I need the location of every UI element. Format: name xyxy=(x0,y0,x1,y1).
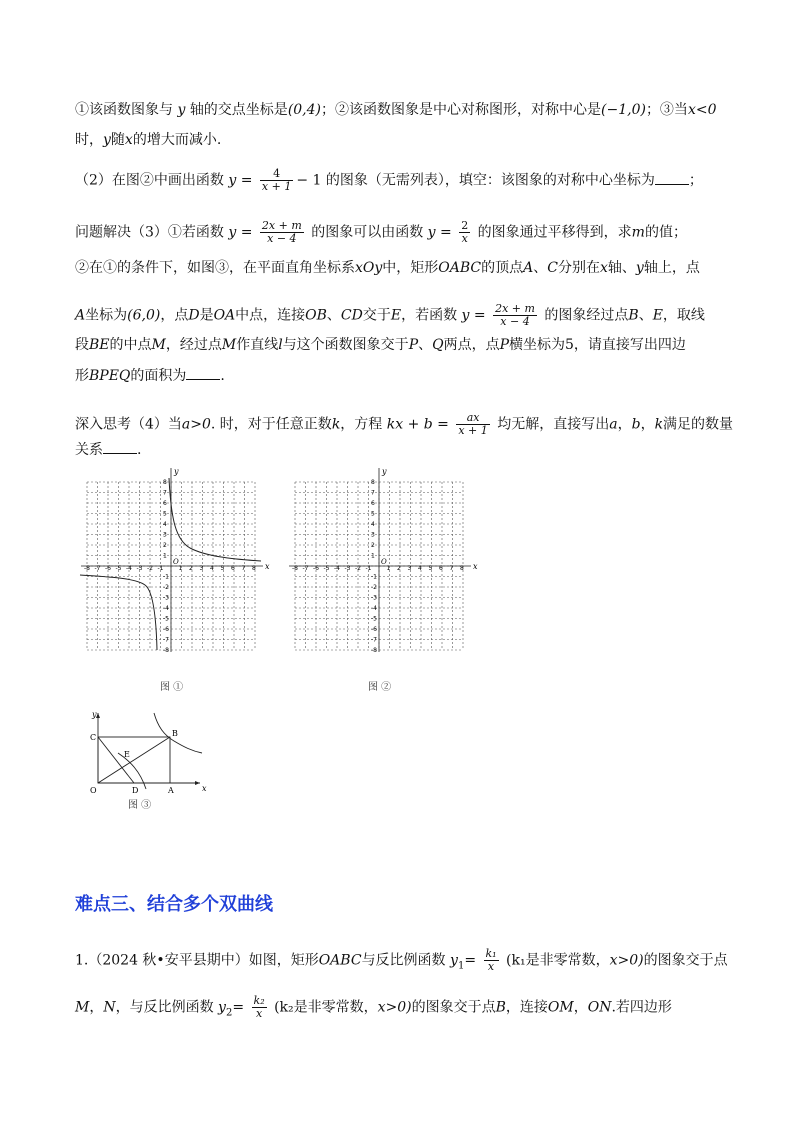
x-tick-label: -6 xyxy=(313,565,319,572)
fraction-k1: $\frac{\text{k₁}}{x}$ xyxy=(485,947,497,973)
fraction-q5: $\frac{2x + m}{x - 4}$ xyxy=(495,302,535,328)
answer-blank-q4 xyxy=(103,441,137,454)
x-tick-label: -4 xyxy=(334,565,340,572)
y-tick-label: 7 xyxy=(371,489,375,497)
problem-1-line2: M，N，与反比例函数 $y_2=$ $\frac{\text{k₂}}{x}$ (k₂是非零常数，x>0)的图象交于点B，连接OM，ON.若四边形 xyxy=(75,994,672,1020)
question-3-part2: ②在①的条件下，如图③，在平面直角坐标系xOy中，矩形OABC的顶点A、C分别在x轴、y轴上，点 xyxy=(75,260,700,276)
y-tick-label: 6 xyxy=(371,500,375,507)
x-tick-label: 8 xyxy=(252,565,256,572)
fraction-q2: $\frac{4}{x + 1}$ xyxy=(261,167,292,193)
y-tick-label: -2 xyxy=(163,584,169,591)
y-tick-label: 2 xyxy=(371,542,375,549)
x-tick-label: -3 xyxy=(344,565,351,572)
hyperbola-branch-right xyxy=(169,478,261,561)
x-tick-label: -7 xyxy=(302,565,309,572)
y-tick-label: 7 xyxy=(163,489,167,497)
y-axis-label: y xyxy=(382,467,387,476)
y-tick-label: -1 xyxy=(371,573,377,581)
y-tick-label: -8 xyxy=(371,647,377,654)
x-tick-label: -2 xyxy=(355,565,361,572)
fraction-q3: $\frac{2x + m}{x - 4}$ xyxy=(261,219,302,245)
x-tick-label: 2 xyxy=(397,565,401,572)
y-tick-label: 1 xyxy=(371,552,375,560)
x-tick-label: 6 xyxy=(231,565,235,572)
answer-blank-q2 xyxy=(655,172,689,185)
x-tick-label: 7 xyxy=(449,565,454,572)
problem-1-line1: 1.（2024 秋•安平县期中）如图，矩形OABC与反比例函数 $y_1=$ $\frac{\text{k₁}}{x}$ (k₁是非零常数，x>0)的图象交于点 xyxy=(75,947,728,973)
y-tick-label: -5 xyxy=(371,615,377,623)
label-A: A xyxy=(168,786,174,795)
figure-2-caption: 图 ② xyxy=(368,682,392,693)
y-axis-label: y xyxy=(174,467,179,476)
y-tick-label: -6 xyxy=(371,626,377,633)
x-tick-label: -7 xyxy=(94,565,101,572)
x-axis-label: x xyxy=(473,562,478,571)
figure-3-caption: 图 ③ xyxy=(128,800,152,811)
y-tick-label: -3 xyxy=(371,594,377,602)
y-tick-label: 5 xyxy=(371,510,375,518)
question-3-part2-line3: 段BE的中点M，经过点M作直线l与这个函数图象交于P、Q两点，点P横坐标为5，请直接写出四边 xyxy=(75,337,686,353)
y-tick-label: 3 xyxy=(371,531,375,539)
x-tick-label: -5 xyxy=(115,565,122,572)
fraction-q3b: $\frac{2}{x}$ xyxy=(461,219,469,245)
x-tick-label: 4 xyxy=(418,565,422,572)
x-tick-label: 5 xyxy=(220,565,225,572)
y-tick-label: -7 xyxy=(371,636,377,644)
question-4-line2: 关系 . xyxy=(75,442,142,458)
y-tick-label: 2 xyxy=(163,542,167,549)
x-tick-label: -1 xyxy=(365,565,372,572)
text-line-1: ①该函数图象与 y 轴的交点坐标是(0,4)；②该函数图象是中心对称图形，对称中心是(−1,0)；③当x<0 xyxy=(75,102,717,118)
y-tick-label: -6 xyxy=(163,626,169,633)
label-E: E xyxy=(124,750,130,759)
x-tick-label: 8 xyxy=(460,565,464,572)
origin-label: O xyxy=(173,558,179,566)
y-tick-label: 1 xyxy=(163,552,167,560)
x-tick-label: 4 xyxy=(210,565,214,572)
x-tick-label: 3 xyxy=(199,565,204,572)
answer-blank-q3 xyxy=(186,367,220,380)
text-line-2: 时，y随x的增大而减小. xyxy=(75,132,222,148)
figure-1-graph xyxy=(70,460,280,665)
x-tick-label: 1 xyxy=(178,565,183,572)
question-2: （2）在图②中画出函数 y = $\frac{4}{x + 1}$ − 1 的图象（无需列表），填空：该图象的对称中心坐标为 ； xyxy=(75,167,703,193)
x-tick-label: 5 xyxy=(428,565,433,572)
y-tick-label: 8 xyxy=(371,479,375,486)
y-tick-label: -4 xyxy=(371,605,377,612)
label-C: C xyxy=(90,733,97,742)
origin-label: O xyxy=(381,558,387,566)
x-tick-label: -8 xyxy=(292,565,298,572)
x-tick-label: -1 xyxy=(157,565,164,572)
y-tick-label: -4 xyxy=(163,605,169,612)
x-tick-label: 1 xyxy=(386,565,391,572)
figure-1-caption: 图 ① xyxy=(160,682,184,693)
question-3: 问题解决（3）①若函数 y = $\frac{2x + m}{x - 4}$ 的图象可以由函数 y = $\frac{2}{x}$ 的图象通过平移得到，求m的值； xyxy=(75,219,687,245)
question-4: 深入思考（4）当a>0. 时，对于任意正数k，方程 kx + b = $\frac{ax}{x + 1}$ 均无解，直接写出a，b，k满足的数量 xyxy=(75,411,734,437)
x-tick-label: -3 xyxy=(136,565,143,572)
label-B: B xyxy=(172,729,178,738)
y-tick-label: -5 xyxy=(163,615,169,623)
question-3-part2-line4: 形BPEQ的面积为 . xyxy=(75,368,225,384)
y-tick-label: -8 xyxy=(163,647,169,654)
x-tick-label: -2 xyxy=(147,565,153,572)
axis-x-label: x xyxy=(202,784,207,793)
y-tick-label: -7 xyxy=(163,636,169,644)
x-axis-label: x xyxy=(265,562,270,571)
y-tick-label: 5 xyxy=(163,510,167,518)
label-D: D xyxy=(132,786,139,795)
fraction-k2: $\frac{\text{k₂}}{x}$ xyxy=(253,994,265,1020)
fraction-q4: $\frac{ax}{x + 1}$ xyxy=(458,411,488,437)
figure-2-graph xyxy=(278,460,488,665)
y-tick-label: 3 xyxy=(163,531,167,539)
x-tick-label: 6 xyxy=(439,565,443,572)
y-tick-label: -2 xyxy=(371,584,377,591)
x-tick-label: 3 xyxy=(407,565,412,572)
section-heading: 难点三、结合多个双曲线 xyxy=(75,894,273,915)
y-tick-label: 4 xyxy=(163,521,167,528)
question-3-part2-line2: A坐标为(6,0)，点D是OA中点，连接OB、CD交于E，若函数 y = $\frac{2x + m}{x - 4}$ 的图象经过点B、E，取线 xyxy=(75,302,705,328)
figure-3-diagram xyxy=(88,705,218,795)
y-tick-label: 4 xyxy=(371,521,375,528)
y-tick-label: 8 xyxy=(163,479,167,486)
x-tick-label: -5 xyxy=(323,565,330,572)
label-O: O xyxy=(90,786,97,795)
y-tick-label: -3 xyxy=(163,594,169,602)
y-tick-label: -1 xyxy=(163,573,169,581)
x-tick-label: 2 xyxy=(189,565,193,572)
axis-y-label: y xyxy=(92,710,97,719)
y-tick-label: 6 xyxy=(163,500,167,507)
x-tick-label: -8 xyxy=(84,565,90,572)
x-tick-label: 7 xyxy=(241,565,246,572)
x-tick-label: -6 xyxy=(105,565,111,572)
x-tick-label: -4 xyxy=(126,565,132,572)
